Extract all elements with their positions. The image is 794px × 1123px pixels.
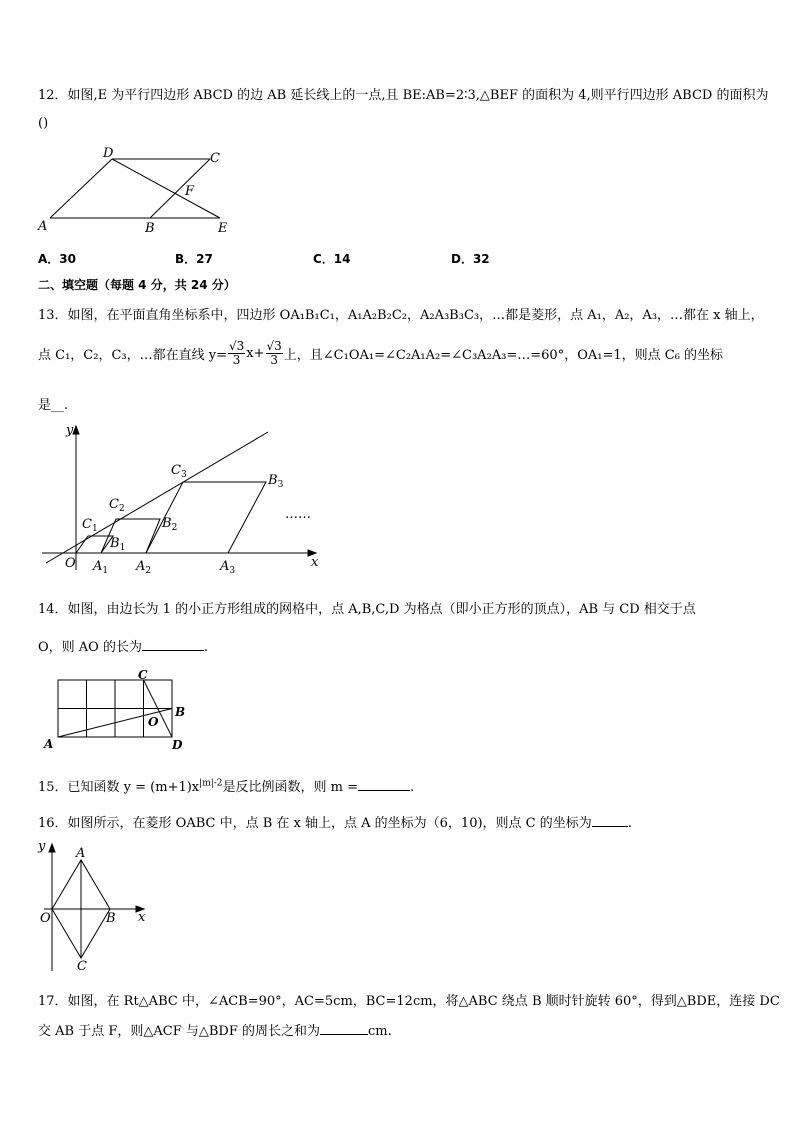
q14-label-o: O [148,715,159,729]
q14-label-d: D [172,738,183,752]
q13-text-line2-b: x+ [246,346,265,361]
q13-fraction-2-num: √3 [266,339,282,353]
q12-line-cb [150,159,210,218]
q12-option-d[interactable]: D．32 [451,252,490,266]
q13-label-y: y [66,423,74,438]
q12-text-line2: () [38,116,49,131]
q13-label-b2: $B_2$ [162,516,178,533]
q13-fraction-2-den: 3 [270,353,278,367]
q15-answer-blank[interactable] [358,778,410,791]
q15-exponent: |m|-2 [199,778,223,789]
q12-label-f: F [185,184,195,199]
q13-label-a2: $A_2$ [136,559,152,576]
q14-label-c: C [138,668,148,682]
q13-text-line3: 是__. [38,398,69,413]
q12-label-d: D [103,146,114,161]
q13-text-line2-c: 上，且∠C₁OA₁=∠C₂A₁A₂=∠C₃A₂A₃=…=60°，OA₁=1，则点 C₆ 的坐标 [283,348,724,363]
q17-text-line2 [38,1020,392,1039]
q12-text-line1: 12．如图,E 为平行四边形 ABCD 的边 AB 延长线上的一点,且 BE:AB=2∶3,△BEF 的面积为 4,则平行四边形 ABCD 的面积为 [38,88,769,103]
q16-figure [34,836,154,976]
q14-text-line2-main: O，则 AO 的长为 [38,640,142,655]
q13-text-line2 [38,340,723,367]
q12-label-e: E [218,221,228,236]
q13-line-y [46,432,268,563]
q17-text-line2-end: cm. [367,1024,392,1039]
q12-label-a: A [38,219,48,234]
q14-text-line2-end: . [203,640,209,655]
q13-label-c2: $C_2$ [109,497,125,514]
q16-answer-blank[interactable] [592,814,628,827]
q14-text-line2 [38,636,208,655]
q16-label-a: A [76,846,86,861]
q12-label-c: C [210,151,220,166]
q17-text-line2-main: 交 AB 于点 F，则△ACF 与△BDF 的周长之和为 [38,1024,320,1039]
q13-text-line2-a: 点 C₁，C₂，C₃，…都在直线 y= [38,348,227,363]
q13-text-line1: 13．如图，在平面直角坐标系中，四边形 OA₁B₁C₁，A₁A₂B₂C₂，A₂A₃B₃C₃，…都是菱形，点 A₁，A₂，A₃，…都在 x 轴上， [38,308,764,323]
q13-label-b3: $B_3$ [268,473,284,490]
section-header-fill-in: 二、填空题（每题 4 分，共 24 分） [38,278,236,292]
q13-label-c1: $C_1$ [82,517,98,534]
q15-text-b: 是反比例函数，则 m = [222,780,359,795]
q12-figure [30,140,250,240]
q16-label-c: C [77,959,87,974]
q12-line-de [112,159,220,218]
q13-label-x: x [311,555,319,570]
q14-label-b: B [175,705,186,719]
q13-label-c3: $C_3$ [171,463,187,480]
q16-label-y: y [38,839,46,854]
q16-text-main: 16．如图所示，在菱形 OABC 中，点 B 在 x 轴上，点 A 的坐标为（6，10)，则点 C 的坐标为 [38,816,592,831]
q17-answer-blank[interactable] [320,1022,368,1035]
q15-text-a: 15．已知函数 y = (m+1)x [38,780,200,795]
q16-text [38,812,632,831]
q14-answer-blank[interactable] [142,638,204,651]
q13-label-o: O [65,556,76,571]
q12-label-b: B [145,221,155,236]
q13-fraction-1-den: 3 [232,353,241,367]
q12-line-ad [50,159,112,218]
q16-label-x: x [138,910,146,925]
q13-label-dots: …… [285,507,311,522]
q13-y-axis-arrow [73,426,79,434]
q13-fraction-1 [228,340,245,367]
q12-option-c[interactable]: C．14 [313,252,351,266]
q14-label-a: A [44,737,54,751]
q16-label-b: B [106,911,116,926]
q14-text-line1: 14．如图，由边长为 1 的小正方形组成的网格中，点 A,B,C,D 为格点（即小正方形的顶点），AB 与 CD 相交于点 [38,602,696,617]
q12-option-a[interactable]: A．30 [38,252,76,266]
q13-figure [38,420,328,580]
q13-label-a3: $A_3$ [220,559,236,576]
q14-figure [38,668,198,753]
q13-fraction-2 [266,340,283,367]
q17-text-line1: 17．如图，在 Rt△ABC 中，∠ACB=90°，AC=5cm，BC=12cm，将△ABC 绕点 B 顺时针旋转 60°，得到△BDE，连接 DC [38,994,780,1009]
q13-label-a1: $A_1$ [93,559,109,576]
q16-label-o: O [40,911,51,926]
q12-option-b[interactable]: B．27 [175,252,213,266]
q16-text-end: . [627,816,632,831]
q15-text [38,776,414,795]
q13-label-b1: $B_1$ [110,536,126,553]
q15-text-end: . [410,780,415,795]
q16-y-axis-arrow [49,844,55,852]
q13-fraction-1-num: √3 [228,339,245,353]
